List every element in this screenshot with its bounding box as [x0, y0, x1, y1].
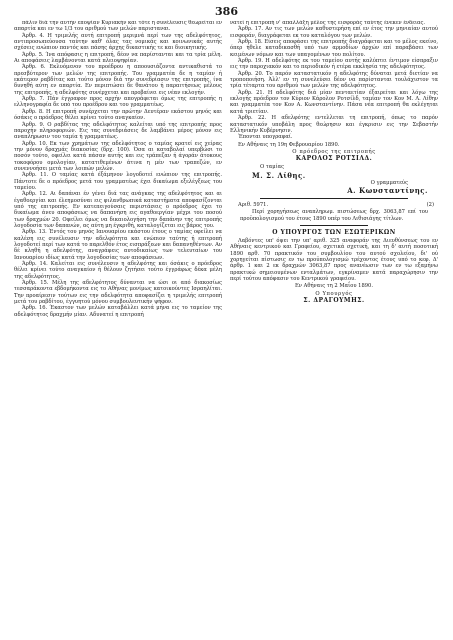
- section-divider: [260, 198, 408, 199]
- left-paragraph: Άρθρ. 6. Εκλυόμενον του προέδρου η αποουσιάζοντα αντικαθιστά το πρεσβύτερον των μελών της επιτροπής. Του γραμματέα δε η ταμίαν ή εκάτερον ραβδίτας και τούτο μόνον διά την συνεδρίασιν της επιτροπής, ίνα δυνηθή αύτη εν απαρτία. Εν περιπτώσει δε θανάτου ή παραιτήσεως μέλους της επιτροπής, η αδελφότης συνέρχεται και προβαίνει εις νέαν εκλογήν.: [14, 64, 222, 96]
- section-divider: [300, 225, 368, 226]
- right-paragraph: Άρθρ. 18. Είσεις αποφάσει της επιτροπής διαγράφεται και το μέλος εκείνο, όπερ ήθελε καταδικασθή υπό των αρμοδίων άρχών επί παραβάσει των κειμένων νόμων και των υπαγομένων του πολίτου.: [230, 39, 438, 58]
- minister-name: Σ. ΔΡΑΓΟΥΜΗΣ.: [303, 297, 365, 305]
- left-paragraph: Άρθρ. 5. Ίνα απόφασις η επιτροπή, δέον να παρίστανται και τα τρία μέλη. Αι αποφάσεις λαμβάνονται κατά πλειοψηφίαν.: [14, 51, 222, 65]
- left-paragraph: Άρθρ. 8. Η επιτροπή συνέρχεται την πρώτην Δευτέραν εκάστου μηνός και όσάκις ο πρόεδρος θέλει κρίνει τούτο αναγκαίον.: [14, 108, 222, 122]
- right-paragraph: Άρθρ. 20. Το παρόν καταστατικόν η αδελφότης δύναται μετά διετίαν να τροποποιήση. Άλλ' εν τη συνελεύσει δέον να παρίστανται τουλάχιστον τα τρία τέταρτα του αριθμού των μελών της αδελφότητος.: [230, 70, 438, 90]
- left-paragraph: Άρθρ. 13. Έντός του μηνός Ιανουαρίου εκάστου έτους ο ταμίας οφείλει να καλέση εις συνέλευσιν την αδελφότητα και ενώπιον ταύτης ή επιτροπή λογοδοτεί περί των κατά το παρελθόν έτος εισπράξεων και δαπανηθέντων. Αν δέ κληθή η αδελφότης, αναγράφεις αυτοδικαίως των τελευταίων του Ιανουαρίου ιδίως κατά την λογοδοσίας των αποφάσεων.: [14, 229, 222, 261]
- decree-subject: Περί χορηγήσεως αναπληρωμ. πιστώσεως δρχ. 3063,87 επί του προϋπολογισμού του έτους 1890 υπέρ του Λιθισιάγης τίτλων.: [240, 209, 428, 222]
- secretary-label: Ο γραμματεύς: [370, 179, 408, 186]
- left-paragraph: Άρθρ. 16. Έκαστον των μελών καταβάλλει κατά μήνα εις το ταμείον της αδελφότητος δραχμήν μίαν. Αδυνατεί η επιτροπή: [14, 305, 222, 318]
- right-paragraph: Άρθρ. 22. Η αδελφότης εντελλεται τη επιτροπή, όπως το παρόν καταστατικόν υποβάλη προς θεώρησιν και έγκρισιν εις την Σεβαστήν Ελληνικήν Κυβέρνησιν.: [230, 115, 438, 134]
- secretary-name: Α. Κωνσταντίνης.: [347, 185, 428, 195]
- ministry-heading: Ο ΥΠΟΥΡΓΟΣ ΤΩΝ ΕΣΩΤΕΡΙΚΩΝ: [272, 228, 396, 236]
- right-paragraph: Άρθρ. 17. Αν τις των μελών καθυστερήση επί εν έτος την μηνιαίαν αυτού εισφοράν, διαγράφεται εκ του καταλόγου των μελών.: [230, 26, 438, 39]
- left-paragraph: πάλιν διά την αυτήν εποψίαν Κυριακήν και τότε η συνέλευσις θεωρείται εν απαρτία και εν τω 1/3 του αριθμού των μελών παρισταναι.: [14, 20, 222, 33]
- decree-number-right: (2): [426, 201, 434, 208]
- left-column: [14, 20, 222, 638]
- left-paragraph: Άρθρ. 4. Η τριμελής αυτή επιτροπή μεριμνά περί των της αδελφότητος, αντιπροσωπεύουσα ταύτην καθ' όλας τας νομικάς και κοινωνικάς αυτής σχέσεις ενώπιον παντός και πάσης άρχης δικαστικής τε και διοικητικής.: [14, 32, 222, 52]
- treasurer-name: Μ. Σ. Λίθης.: [252, 170, 306, 180]
- two-column-body: [14, 20, 439, 638]
- left-paragraph: Άρθρ. 7. Πάν έγγραφον προς αρχήν απογράφεται όμως της επιτροπής η ελληνογραφία δε υπό του προέδρου και του γραμματέως.: [14, 96, 222, 109]
- right-paragraph: Έπονται υπογραφαί.: [238, 134, 293, 141]
- left-paragraph: Άρθρ. 10. Εκ των χρημάτων της αδελφότητος ο ταμίας κρατεί εις χείρας την μόνον δραχμάς διακοσίας (δρχ. 100). Όσα αι καταβολαί υπερβώσι το ποσόν τούτο, οφείλει κατά πάσαν αυτής και εις τράπεζαν ή άγοράν άτοκους τοκοφόρου ομολογίαν, κατατιθεμένων άτινα η μέν των τραπεζών, εν συνεννοήσει μετά των λοιπών μελών.: [14, 140, 222, 172]
- decree-number: Αριθ. 5971.: [238, 201, 269, 208]
- president-name: ΚΑΡΟΛΟΣ ΡΟΤΣΙΛΔ.: [295, 155, 373, 163]
- right-paragraph: Άρθρ. 19. Η αδελφότης εκ του ταμείου αυτής καλύπτει έντιμον είσπραξιν εις την παροχιακόν και το περιοδικόν ή ετέρα εκκλησία της αδελφότητος.: [230, 58, 438, 71]
- decree-date: Εν Αθήναις τη 2 Μαΐου 1890.: [294, 283, 373, 290]
- right-paragraph: Άρθρ. 21. Η αδελφότης διά μίαν πενταετίαν έξαιρείται και λόγω της εκλογής πρόεδρον τον Κύριον Κάρολον Ροτσίλδ, ταμίαν τον Κον Μ. Λ. Λίθην και γραμματέα τον Κον Α. Κωνσταντίνην. Πάσα νέα επιτροπή θα εκλέγηται κατά τριετίαν.: [230, 89, 438, 115]
- right-column: [230, 20, 438, 638]
- right-paragraph: νατεί η επιτροπή ν' απαλλάξη μέλος της εισφοράς ταύτης ένεκεν ένδειας.: [230, 20, 426, 26]
- left-paragraph: Άρθρ. 11. Ο ταμίας κατά έξάμηνον λογοδοτεί ενώπιον της επιτροπής. Πάντοτε δε ο πρόεδρος μετά του γραμματέως έχει δικαίωμα εξελέγξεως του ταμείου.: [14, 172, 222, 191]
- minister-label: Ο Υπουργός: [315, 290, 353, 297]
- decree-body: Λαβόντες υπ' όψει την υπ' αριθ. 325 αναφοράν της Διευθύνσεως του εν Αθήναις κεντρικού και Γραφείου, σχετικά σχετική, και τη δ' αυτή ποσοτική 1890 αρθ. 70 πρακτικόν του συμβουλίου του αυτού σχολείου, δι' ού χορηγείται πίστωσις εν τω προϋπολογισμώ τρέχοντος έτους υπό το κεφ. Δ' άρθρ. 1 και 2 εκ δραχμών 3063,87 προς ανανέωσιν των εν τω εξαμήνω πρακτικώ σημειουμένων ενταλμάτων, εγκρίναμεν κατά παραχώρησιν την περί τούτου απόφασιν του Κεντρικού γραφείου.: [230, 237, 438, 282]
- decree-number-row: [230, 202, 438, 208]
- left-paragraph: Άρθρ. 9. Ο ραβδίτας της αδελφότητος καλείται υπό της επιτροπής προς παροχήν πληροφοριών. Εις τας συνεδριάσεις δε λαμβάνει μέρος μόνον εις αναπλήρωσιν του ταμία ή γραμματέως.: [14, 121, 222, 141]
- left-paragraph: Άρθρ. 15. Μέλη της αδελφότητος δύνανται να ώσι οι από διακοσίως τεσσαράκοντα εβδομήκοντα εις το Αθήνας μονίμως κατοικούντες Ισραηλίται. Την προαίρεσιν τούτων εις την αδελφότητα αποφασίζει η τριμελής επιτροπή μετά του ραβδίτου, έγγυητού μόνου συμβουλευτικήν ψήφον.: [14, 280, 222, 306]
- treasurer-label: Ο ταμίας: [260, 164, 285, 171]
- signatures-date: Εν Αθήναις τη 19η Φεβρουαρίου 1890.: [238, 141, 340, 148]
- page-number: 386: [215, 5, 238, 18]
- left-paragraph: Άρθρ. 12. Αι δαπάναι έν γένει διά τας ανάγκας της αδελφότητος και αι έγαθοεργίαι και έλεημοσύναι εις φιλανθρωπικά καταστήματα αποφασίζονται υπό της επιτροπής. Εν κατεπειγούσαις περιστάσεις ο πρόεδρος έχει το δικαίωμα άνευ αποφάσεως να δαπανήση εις αγαθοεργίαν μέχρι του ποσού των δραχμών 20. Οφείλει όμως να δικαιολογήση την δαπάνην της επιτροπής λογοδοσία των δαπανών, ας αύτη μη έγκριθή, καταλογίζεται εις βάρος του.: [14, 191, 222, 229]
- left-paragraph: Άρθρ. 14. Καλείται εις συνέλευσιν η αδελφότης και όσάκις ο πρόεδρος θέλει κρίνει τούτο αναγκαίον ή θέλουν ζητήσει τούτο έγγράφως δέκα μέλη της αδελφότητος.: [14, 261, 222, 280]
- president-label: Ο πρόεδρος της επιτροπής: [292, 148, 376, 155]
